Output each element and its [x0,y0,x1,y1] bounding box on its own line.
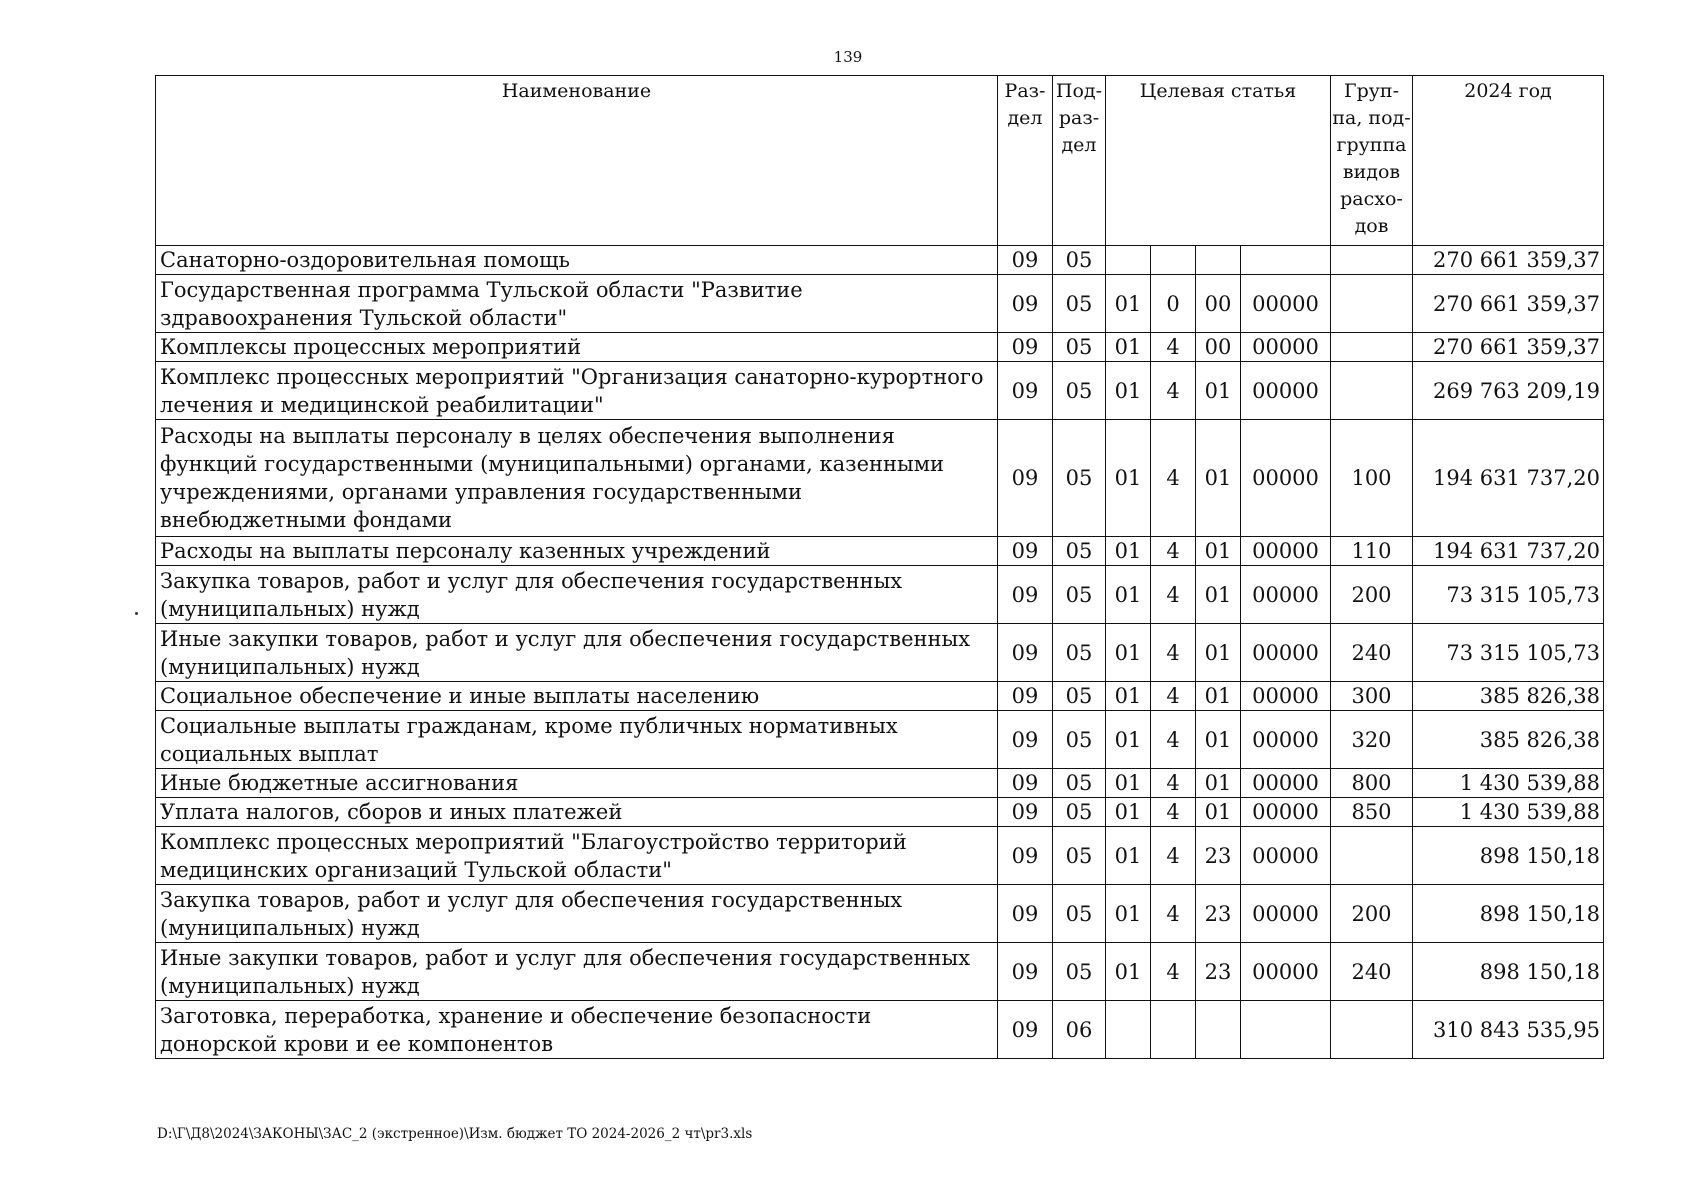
row-target-type: 4 [1151,682,1196,711]
row-section: 09 [998,246,1053,275]
row-target-complex: 23 [1196,885,1241,943]
row-amount-2024: 194 631 737,20 [1413,537,1604,566]
row-expense-group: 240 [1331,624,1413,682]
table-row [156,420,1604,537]
header-row [156,76,1604,246]
table-row [156,769,1604,798]
table-row [156,1001,1604,1059]
row-expense-group: 320 [1331,711,1413,769]
header-name: Наименование [156,76,998,246]
row-subsection: 05 [1053,333,1106,362]
row-section: 09 [998,769,1053,798]
row-subsection: 05 [1053,566,1106,624]
row-target-program: 01 [1106,798,1151,827]
row-target-direction: 00000 [1241,362,1331,420]
row-name: Расходы на выплаты персоналу в целях обеспечения выполнения функций государственными (муниципальными) органами, казенными учреждениями, органами управления государственными внебюджетными фондами [156,420,998,537]
row-name: Закупка товаров, работ и услуг для обеспечения государственных (муниципальных) нужд [156,885,998,943]
row-subsection: 05 [1053,537,1106,566]
row-name: Закупка товаров, работ и услуг для обеспечения государственных (муниципальных) нужд [156,566,998,624]
row-target-program [1106,1001,1151,1059]
row-section: 09 [998,682,1053,711]
row-target-type [1151,1001,1196,1059]
header-target-article: Целевая статья [1106,76,1331,246]
table-row [156,682,1604,711]
row-name: Социальное обеспечение и иные выплаты населению [156,682,998,711]
row-name: Социальные выплаты гражданам, кроме публичных нормативных социальных выплат [156,711,998,769]
row-target-type: 4 [1151,798,1196,827]
row-target-complex: 00 [1196,275,1241,333]
row-expense-group [1331,1001,1413,1059]
row-amount-2024: 194 631 737,20 [1413,420,1604,537]
row-target-direction: 00000 [1241,711,1331,769]
row-target-direction: 00000 [1241,537,1331,566]
row-target-complex: 23 [1196,827,1241,885]
header-expense-group: Груп- па, под- группа видов расхо- дов [1331,76,1413,246]
row-section: 09 [998,798,1053,827]
row-target-complex: 01 [1196,711,1241,769]
row-target-direction: 00000 [1241,566,1331,624]
row-section: 09 [998,420,1053,537]
table-row [156,333,1604,362]
row-target-type: 4 [1151,333,1196,362]
row-target-direction: 00000 [1241,943,1331,1001]
row-expense-group: 800 [1331,769,1413,798]
row-target-type: 4 [1151,711,1196,769]
row-target-direction [1241,1001,1331,1059]
table-row [156,246,1604,275]
row-amount-2024: 898 150,18 [1413,827,1604,885]
table-row [156,362,1604,420]
row-target-program [1106,246,1151,275]
row-target-program: 01 [1106,275,1151,333]
row-target-type: 4 [1151,943,1196,1001]
table-row [156,798,1604,827]
row-target-program: 01 [1106,885,1151,943]
row-target-program: 01 [1106,624,1151,682]
row-expense-group: 100 [1331,420,1413,537]
row-target-program: 01 [1106,362,1151,420]
row-target-type: 4 [1151,420,1196,537]
row-amount-2024: 898 150,18 [1413,885,1604,943]
row-target-type: 4 [1151,885,1196,943]
table-row [156,566,1604,624]
table-row [156,624,1604,682]
row-section: 09 [998,943,1053,1001]
row-amount-2024: 270 661 359,37 [1413,333,1604,362]
row-amount-2024: 1 430 539,88 [1413,798,1604,827]
row-name: Комплекс процессных мероприятий "Благоустройство территорий медицинских организаций Тульской области" [156,827,998,885]
row-subsection: 05 [1053,827,1106,885]
row-amount-2024: 270 661 359,37 [1413,246,1604,275]
row-target-program: 01 [1106,943,1151,1001]
row-target-direction: 00000 [1241,769,1331,798]
row-name: Государственная программа Тульской области "Развитие здравоохранения Тульской области" [156,275,998,333]
row-amount-2024: 1 430 539,88 [1413,769,1604,798]
row-target-complex: 01 [1196,566,1241,624]
row-name: Расходы на выплаты персоналу казенных учреждений [156,537,998,566]
row-target-complex: 01 [1196,682,1241,711]
table-row [156,275,1604,333]
row-amount-2024: 385 826,38 [1413,682,1604,711]
row-name: Комплексы процессных мероприятий [156,333,998,362]
row-section: 09 [998,275,1053,333]
row-subsection: 05 [1053,275,1106,333]
row-target-direction: 00000 [1241,275,1331,333]
row-target-direction [1241,246,1331,275]
row-target-type: 4 [1151,624,1196,682]
row-target-direction: 00000 [1241,682,1331,711]
row-expense-group [1331,333,1413,362]
row-name: Заготовка, переработка, хранение и обеспечение безопасности донорской крови и ее компонентов [156,1001,998,1059]
row-target-complex [1196,1001,1241,1059]
row-section: 09 [998,624,1053,682]
row-section: 09 [998,537,1053,566]
row-target-direction: 00000 [1241,798,1331,827]
row-target-complex: 01 [1196,537,1241,566]
row-subsection: 05 [1053,362,1106,420]
row-target-complex: 01 [1196,798,1241,827]
row-section: 09 [998,362,1053,420]
row-expense-group: 240 [1331,943,1413,1001]
table-row [156,885,1604,943]
row-target-program: 01 [1106,333,1151,362]
row-target-type: 0 [1151,275,1196,333]
row-expense-group: 200 [1331,566,1413,624]
row-target-direction: 00000 [1241,333,1331,362]
row-expense-group: 110 [1331,537,1413,566]
row-target-direction: 00000 [1241,420,1331,537]
row-subsection: 05 [1053,624,1106,682]
row-expense-group [1331,362,1413,420]
row-target-program: 01 [1106,682,1151,711]
row-target-program: 01 [1106,827,1151,885]
row-target-type [1151,246,1196,275]
row-section: 09 [998,1001,1053,1059]
row-section: 09 [998,711,1053,769]
row-subsection: 05 [1053,798,1106,827]
row-section: 09 [998,333,1053,362]
row-target-program: 01 [1106,566,1151,624]
row-name: Санаторно-оздоровительная помощь [156,246,998,275]
row-name: Комплекс процессных мероприятий "Организация санаторно-курортного лечения и медицинской реабилитации" [156,362,998,420]
row-target-direction: 00000 [1241,885,1331,943]
row-subsection: 06 [1053,1001,1106,1059]
page-number: 139 [833,48,863,66]
row-amount-2024: 385 826,38 [1413,711,1604,769]
table-row [156,537,1604,566]
header-subsection: Под- раз- дел [1053,76,1106,246]
row-subsection: 05 [1053,711,1106,769]
row-expense-group [1331,827,1413,885]
row-target-complex: 23 [1196,943,1241,1001]
row-name: Уплата налогов, сборов и иных платежей [156,798,998,827]
row-amount-2024: 898 150,18 [1413,943,1604,1001]
row-name: Иные закупки товаров, работ и услуг для обеспечения государственных (муниципальных) нужд [156,624,998,682]
row-subsection: 05 [1053,885,1106,943]
row-section: 09 [998,827,1053,885]
row-section: 09 [998,566,1053,624]
row-target-program: 01 [1106,769,1151,798]
row-amount-2024: 73 315 105,73 [1413,624,1604,682]
row-subsection: 05 [1053,682,1106,711]
row-target-program: 01 [1106,711,1151,769]
row-subsection: 05 [1053,246,1106,275]
row-target-type: 4 [1151,362,1196,420]
row-target-complex: 01 [1196,420,1241,537]
footer-file-path: D:\Г\Д8\2024\ЗАКОНЫ\ЗАС_2 (экстренное)\Изм. бюджет ТО 2024-2026_2 чт\pr3.xls [157,1126,753,1142]
row-target-program: 01 [1106,420,1151,537]
row-name: Иные закупки товаров, работ и услуг для обеспечения государственных (муниципальных) нужд [156,943,998,1001]
row-amount-2024: 269 763 209,19 [1413,362,1604,420]
row-section: 09 [998,885,1053,943]
row-target-type: 4 [1151,537,1196,566]
header-year-2024: 2024 год [1413,76,1604,246]
row-target-complex: 00 [1196,333,1241,362]
row-subsection: 05 [1053,769,1106,798]
header-section: Раз- дел [998,76,1053,246]
table-row [156,943,1604,1001]
row-target-direction: 00000 [1241,624,1331,682]
budget-table [155,75,1604,1059]
row-target-complex [1196,246,1241,275]
row-target-complex: 01 [1196,769,1241,798]
row-subsection: 05 [1053,943,1106,1001]
row-target-type: 4 [1151,827,1196,885]
margin-mark [135,612,138,615]
row-subsection: 05 [1053,420,1106,537]
row-expense-group [1331,275,1413,333]
table-body [156,246,1604,1059]
row-target-complex: 01 [1196,624,1241,682]
row-target-direction: 00000 [1241,827,1331,885]
row-expense-group [1331,246,1413,275]
row-target-program: 01 [1106,537,1151,566]
table-row [156,827,1604,885]
row-amount-2024: 310 843 535,95 [1413,1001,1604,1059]
row-expense-group: 850 [1331,798,1413,827]
row-amount-2024: 73 315 105,73 [1413,566,1604,624]
table-row [156,711,1604,769]
row-target-complex: 01 [1196,362,1241,420]
row-target-type: 4 [1151,769,1196,798]
row-expense-group: 200 [1331,885,1413,943]
row-expense-group: 300 [1331,682,1413,711]
row-target-type: 4 [1151,566,1196,624]
row-amount-2024: 270 661 359,37 [1413,275,1604,333]
row-name: Иные бюджетные ассигнования [156,769,998,798]
